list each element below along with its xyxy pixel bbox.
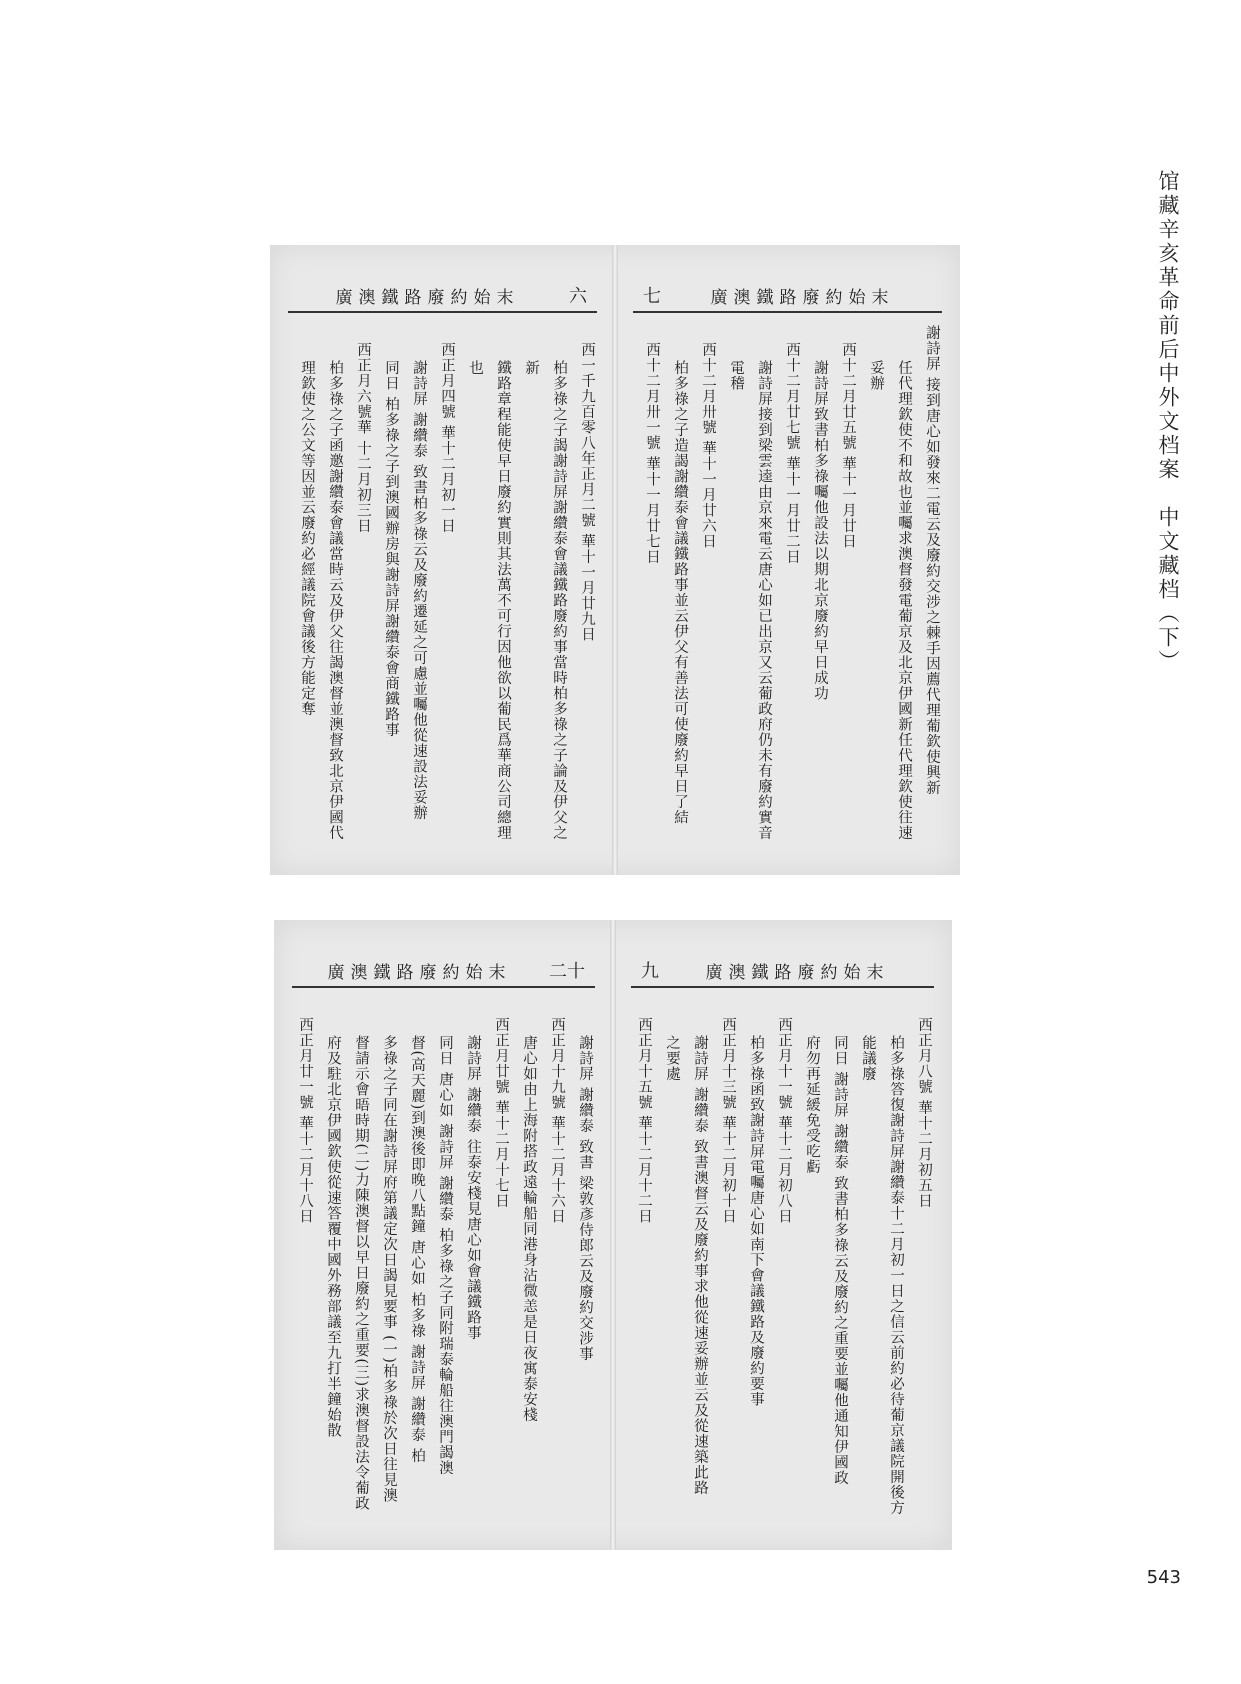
text-line: 謝詩屏 謝纘泰 致書澳督云及廢約事求他從速妥辦並云及從速築此路: [692, 1034, 708, 1496]
text-line: 柏多祿之子造謁謝纘泰會議鐵路事並云伊父有善法可使廢約早日了結: [672, 359, 688, 825]
right-page: [615, 245, 960, 875]
date-line: 西正月廿號 華十二月十七日: [493, 1017, 509, 1209]
text-line: 任代理欽使不和故也並囑求澳督發電葡京及北京伊國新任代理欽使往速: [896, 359, 912, 841]
page-number: 543: [1146, 1567, 1181, 1588]
text-line: 電稽: [728, 359, 744, 391]
text-line: 多祿之子同在謝詩屏府第議定次日謁見要事 (一)柏多祿於次日往見澳: [381, 1034, 397, 1504]
header-rule: [292, 986, 595, 988]
date-line: 西正月四號 華十二月初一日: [439, 342, 455, 534]
header-rule: [288, 311, 597, 313]
text-line: 督請示會晤時期(二)力陳澳督以早日廢約之重要(三)求澳督設法令葡政: [353, 1034, 369, 1511]
date-line: 西十二月卅號 華十一月廿六日: [700, 342, 716, 550]
text-line: 柏多祿之子謁謝詩屏謝纘泰會議鐵路廢約事當時柏多祿之子論及伊父之新: [523, 359, 567, 841]
text-line: 能議廢: [860, 1034, 876, 1082]
text-line: 府及駐北京伊國欽使從速答覆中國外務部議至九打半鐘始散: [325, 1034, 341, 1438]
book-page-number: 二十: [549, 961, 585, 982]
page-body: [637, 325, 946, 855]
book-page-number: 九: [641, 961, 659, 982]
book-page-number: 七: [643, 286, 661, 307]
header-title: 廣澳鐵路廢約始末: [710, 287, 895, 308]
text-line: 理欽使之公文等因並云廢約必經議院會議後方能定奪: [299, 359, 315, 717]
text-line: 謝詩屏 接到唐心如發來二電云及廢約交涉之棘手因薦代理葡欽使興新: [924, 325, 940, 796]
date-line: 西十二月廿五號 華十一月廿日: [840, 342, 856, 550]
date-line: 西正月十三號 華十二月初十日: [720, 1017, 736, 1225]
text-line: 同日 柏多祿之子到澳國辦房與謝詩屏謝纘泰會商鐵路事: [383, 359, 399, 738]
date-line: 西正月十五號 華十二月十二日: [636, 1017, 652, 1225]
left-page: [270, 245, 615, 875]
page-body: [635, 1000, 938, 1530]
text-line: 謝詩屏接到梁雲逵由京來電云唐心如已出京又云葡政府仍未有廢約實音: [756, 359, 772, 841]
text-line: 同日 謝詩屏 謝纘泰 致書柏多祿云及廢約之重要並囑他通知伊國政: [832, 1034, 848, 1486]
text-line: 柏多祿函致謝詩屏電囑唐心如南下會議鐵路及廢約要事: [748, 1034, 764, 1407]
running-header: [635, 958, 930, 982]
text-line: 鐵路章程能使早日廢約實則其法萬不可行因他欲以葡民爲華商公司總理: [495, 359, 511, 841]
text-line: 柏多祿答復謝詩屏謝纘泰十二月初一日之信云前約必待葡京議院開後方: [888, 1034, 904, 1516]
date-line: 西正月八號 華十二月初五日: [916, 1017, 932, 1209]
book-page-number: 六: [569, 286, 587, 307]
date-line: 西正月十一號 華十二月初八日: [776, 1017, 792, 1225]
text-line: 謝詩屏致書柏多祿囑他設法以期北京廢約早日成功: [812, 359, 828, 701]
date-line: 西十二月廿七號 華十一月廿二日: [784, 342, 800, 565]
date-line: 西正月十九號 華十二月十六日: [549, 1017, 565, 1225]
text-line: 謝詩屏 謝纘泰 往泰安棧見唐心如會議鐵路事: [465, 1034, 481, 1341]
text-line: 也: [467, 359, 483, 376]
text-line: 督(高天麗)到澳後即晚八點鐘 唐心如 柏多祿 謝詩屏 謝纘泰 柏: [409, 1034, 425, 1464]
page-body: [292, 325, 601, 855]
text-line: 之要處: [664, 1034, 680, 1082]
header-title: 廣澳鐵路廢約始末: [327, 962, 512, 983]
text-line: 謝詩屏 謝纘泰 致書 梁敦彥侍郎云及廢約交涉事: [577, 1034, 593, 1362]
page-body: [296, 1000, 599, 1530]
text-line: 唐心如由上海附搭政遠輪船同港身沾微恙是日夜寓泰安棧: [521, 1034, 537, 1423]
text-line: 柏多祿之子函邀謝纘泰會議當時云及伊父往謁澳督並澳督致北京伊國代: [327, 359, 343, 841]
date-line: 西正月廿一號 華十二月十八日: [297, 1017, 313, 1225]
text-line: 妥辦: [868, 359, 884, 391]
scan-spread-bottom: [274, 920, 952, 1550]
left-page: [274, 920, 613, 1550]
header-rule: [631, 986, 934, 988]
right-page: [613, 920, 952, 1550]
date-line: 西一千九百零八年正月二號 華十一月廿九日: [579, 342, 595, 643]
text-line: 同日 唐心如 謝詩屏 謝纘泰 柏多祿之子同附瑞泰輪船往澳門謁澳: [437, 1034, 453, 1476]
text-line: 謝詩屏 謝纘泰 致書柏多祿云及廢約遷延之可慮並囑他從速設法妥辦: [411, 359, 427, 821]
text-line: 府勿再延緩免受吃虧: [804, 1034, 820, 1175]
header-title: 廣澳鐵路廢約始末: [335, 287, 520, 308]
running-header: [292, 283, 593, 307]
side-title: 馆藏辛亥革命前后中外文档案 中文藏档（下）: [1156, 170, 1180, 674]
header-rule: [633, 311, 942, 313]
text-line: [637, 360, 638, 855]
running-header: [637, 283, 938, 307]
running-header: [296, 958, 591, 982]
date-line: 西十二月卅一號 華十一月廿七日: [644, 342, 660, 565]
date-line: 西正月六號華 十二月初三日: [355, 342, 371, 534]
scan-spread-top: [270, 245, 960, 875]
header-title: 廣澳鐵路廢約始末: [705, 962, 890, 983]
